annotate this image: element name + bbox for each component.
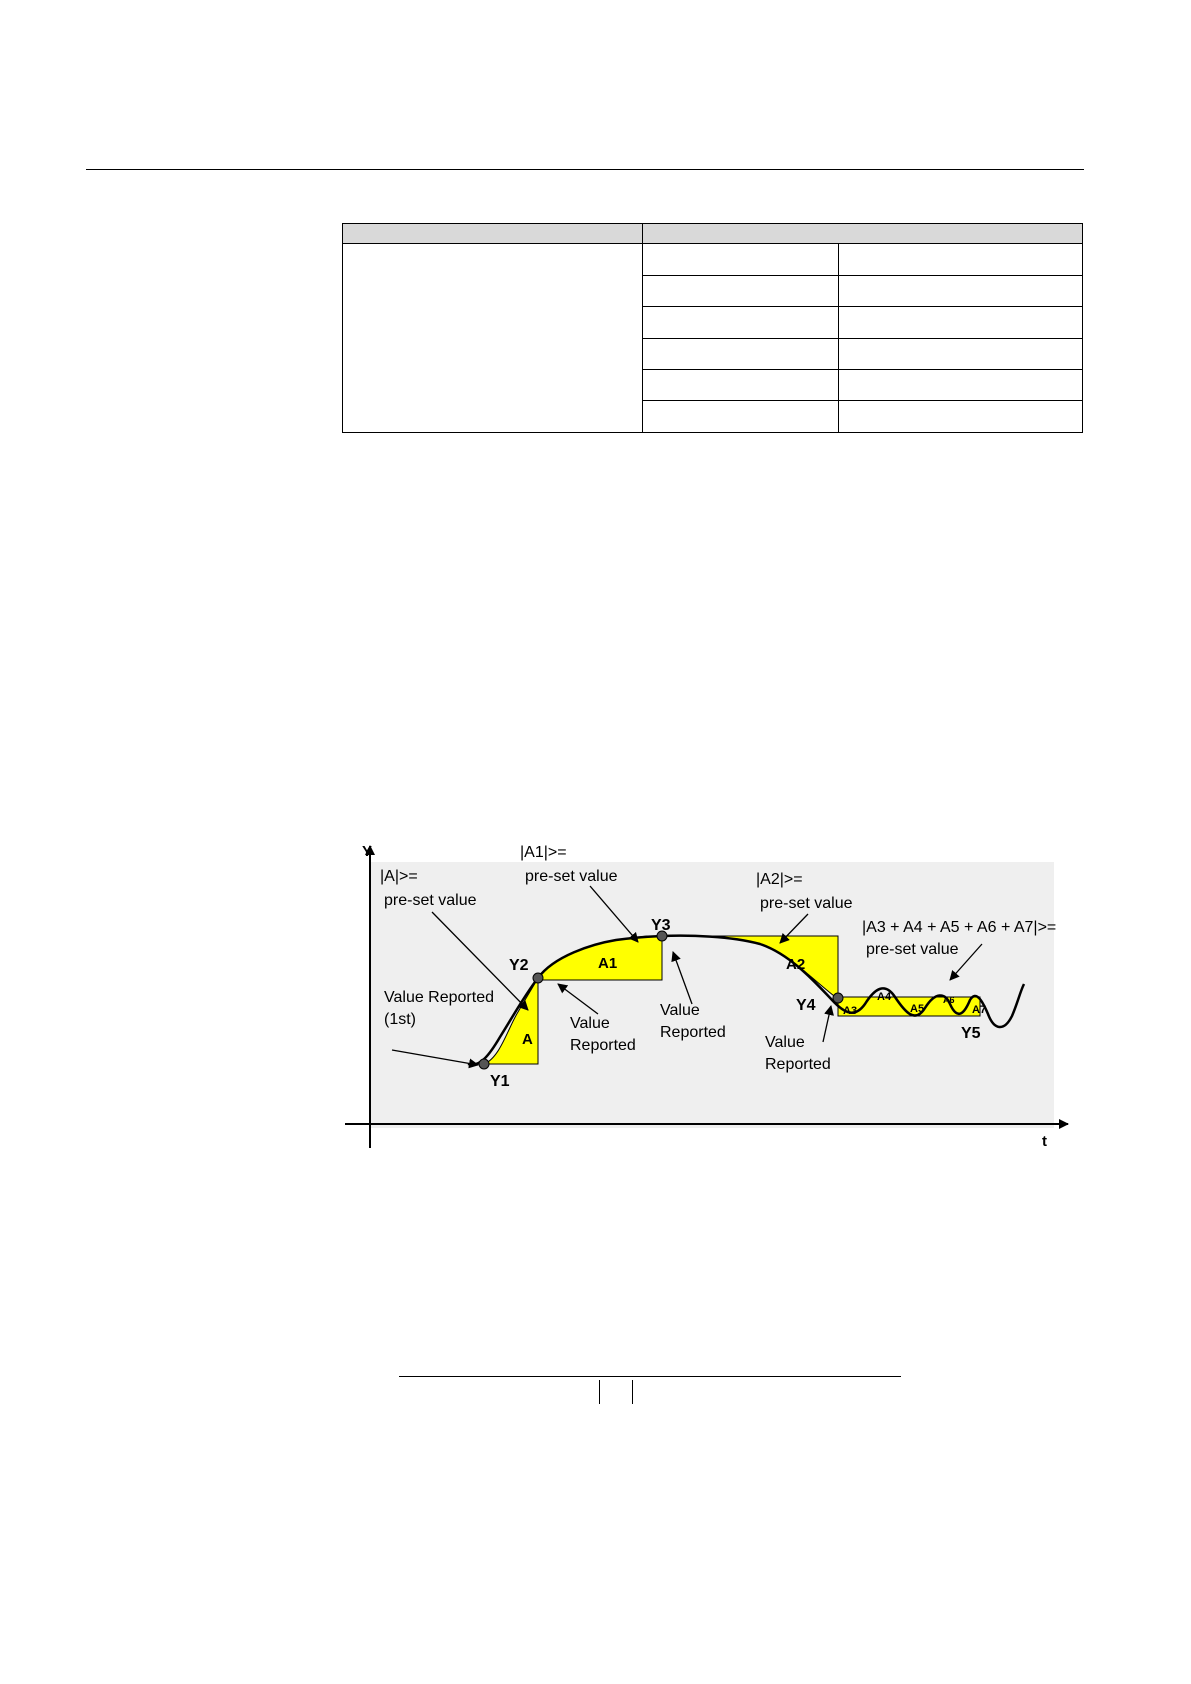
report-y3-line1: Value: [660, 1002, 700, 1019]
ann-a2-line2: pre-set value: [760, 895, 853, 912]
report-y3-line2: Reported: [660, 1024, 726, 1041]
table-header-cell: [343, 224, 643, 244]
table-cell: [839, 244, 1083, 275]
label-area-a6: A6: [943, 995, 955, 1005]
table-cell: [643, 370, 839, 401]
table-row: [343, 244, 1083, 275]
footer-divider-left: [599, 1380, 600, 1404]
point-y4: [833, 993, 843, 1003]
report-y2-line2: Reported: [570, 1037, 636, 1054]
label-area-a3: A3: [843, 1005, 858, 1017]
ann-sum-line1: |A3 + A4 + A5 + A6 + A7|>=: [862, 919, 1057, 936]
label-area-a4: A4: [877, 991, 892, 1003]
table-cell: [839, 338, 1083, 369]
label-y3: Y3: [651, 917, 671, 934]
label-area-a7: A7: [972, 1004, 987, 1016]
ann-a2-line1: |A2|>=: [756, 871, 803, 888]
table-header-cell: [643, 224, 1083, 244]
header-rule: [86, 169, 1084, 170]
report-y4-line2: Reported: [765, 1056, 831, 1073]
table-cell-merged: [343, 244, 643, 433]
ann-a1-line2: pre-set value: [525, 868, 618, 885]
ann-a-line1: |A|>=: [380, 868, 418, 885]
label-area-a1: A1: [598, 955, 618, 972]
ann-sum-line2: pre-set value: [866, 941, 959, 958]
table-cell: [643, 401, 839, 433]
table-header-row: [343, 224, 1083, 244]
report-first-line1: Value Reported: [384, 989, 494, 1006]
table-cell: [839, 370, 1083, 401]
parameter-table: [342, 223, 1083, 433]
report-y4-line1: Value: [765, 1034, 805, 1051]
table-cell: [839, 307, 1083, 338]
label-y1: Y1: [490, 1073, 510, 1090]
table-cell: [643, 244, 839, 275]
table-cell: [643, 275, 839, 306]
integral-reporting-diagram: [340, 832, 1090, 1150]
table-cell: [839, 401, 1083, 433]
t-axis-label: t: [1042, 1133, 1047, 1150]
label-area-a5: A5: [910, 1003, 925, 1015]
label-area-a2: A2: [786, 956, 806, 973]
label-y2: Y2: [509, 957, 529, 974]
ann-a-line2: pre-set value: [384, 892, 477, 909]
y-axis-label: Y: [362, 843, 373, 860]
label-y5: Y5: [961, 1025, 981, 1042]
footer-rule: [399, 1376, 901, 1377]
report-first-line2: (1st): [384, 1011, 416, 1028]
point-y2: [533, 973, 543, 983]
label-y4: Y4: [796, 997, 816, 1014]
table-cell: [643, 307, 839, 338]
label-area-a: A: [522, 1031, 533, 1048]
footer-divider-right: [632, 1380, 633, 1404]
ann-a1-line1: |A1|>=: [520, 844, 567, 861]
table-cell: [839, 275, 1083, 306]
table-cell: [643, 338, 839, 369]
report-y2-line1: Value: [570, 1015, 610, 1032]
point-y1: [479, 1059, 489, 1069]
